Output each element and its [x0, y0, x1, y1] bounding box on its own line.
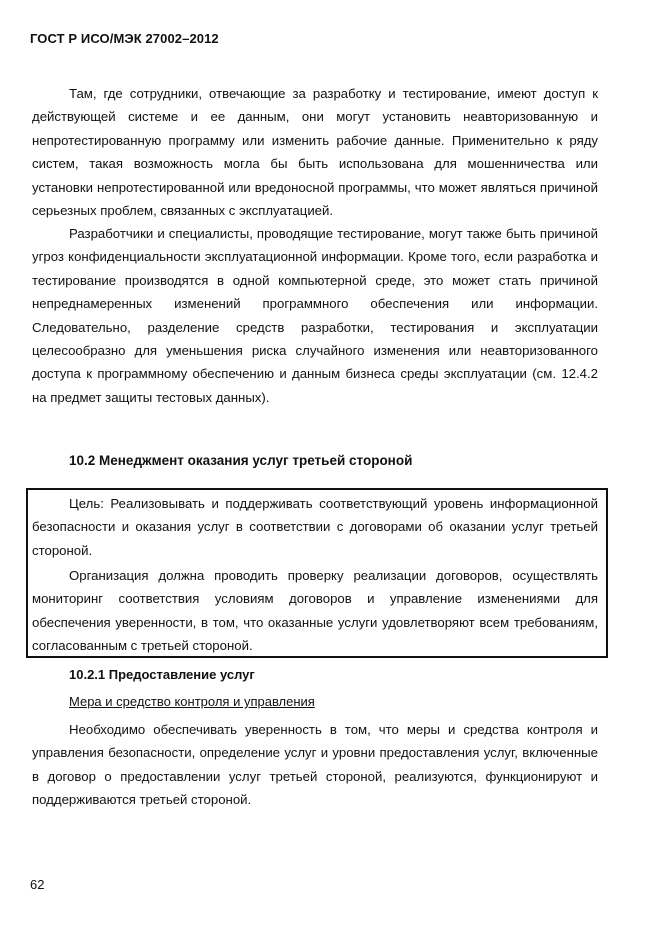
- document-header: ГОСТ Р ИСО/МЭК 27002–2012: [30, 31, 219, 46]
- objective-box: [26, 488, 608, 658]
- control-title: Мера и средство контроля и управления: [69, 694, 315, 709]
- paragraph-developers-threats: Разработчики и специалисты, проводящие тестирование, могут также быть причиной угроз конфиденциальности эксплуатационной информации. Кроме того, если разработка и тестирование производятся в одной компьютерной среде, это может стать причиной непреднамеренных изменений программного обеспечения или информации. Следовательно, разделение средств разработки, тестирования и эксплуатации целесообразно для уменьшения риска случайного изменения или неавторизованного доступа к программному обеспечению и данным бизнеса среды эксплуатации (см. 12.4.2 на предмет защиты тестовых данных).: [32, 226, 598, 405]
- objective-goal-text: Цель: Реализовывать и поддерживать соответствующий уровень информационной безопасности и оказания услуг в соответствии с договорами об оказании услуг третьей стороной.: [32, 496, 598, 558]
- section-heading: 10.2 Менеджмент оказания услуг третьей стороной: [69, 453, 413, 468]
- paragraph-dev-test-access: Там, где сотрудники, отвечающие за разработку и тестирование, имеют доступ к действующей системе и ее данным, они могут установить неавторизованную и непротестированную программу или изменить рабочие данные. Применительно к ряду систем, такая возможность могла бы быть использована для мошенничества или установки непротестированной или вредоносной программы, что может являться причиной серьезных проблем, связанных с эксплуатацией.: [32, 86, 598, 219]
- subsection-heading: 10.2.1 Предоставление услуг: [69, 667, 255, 682]
- control-text: Необходимо обеспечивать уверенность в том, что меры и средства контроля и управления безопасности, определение услуг и уровни предоставления услуг, включенные в договор о предоставлении услуг третьей стороной, реализуются, функционируют и поддерживаются третьей стороной.: [32, 722, 598, 808]
- page-number: 62: [30, 877, 45, 892]
- objective-requirement-text: Организация должна проводить проверку реализации договоров, осуществлять мониторинг соответствия условиям договоров и управление изменениями для обеспечения уверенности, в том, что оказанные услуги удовлетворяют всем требованиям, согласованным с третьей стороной.: [32, 568, 598, 654]
